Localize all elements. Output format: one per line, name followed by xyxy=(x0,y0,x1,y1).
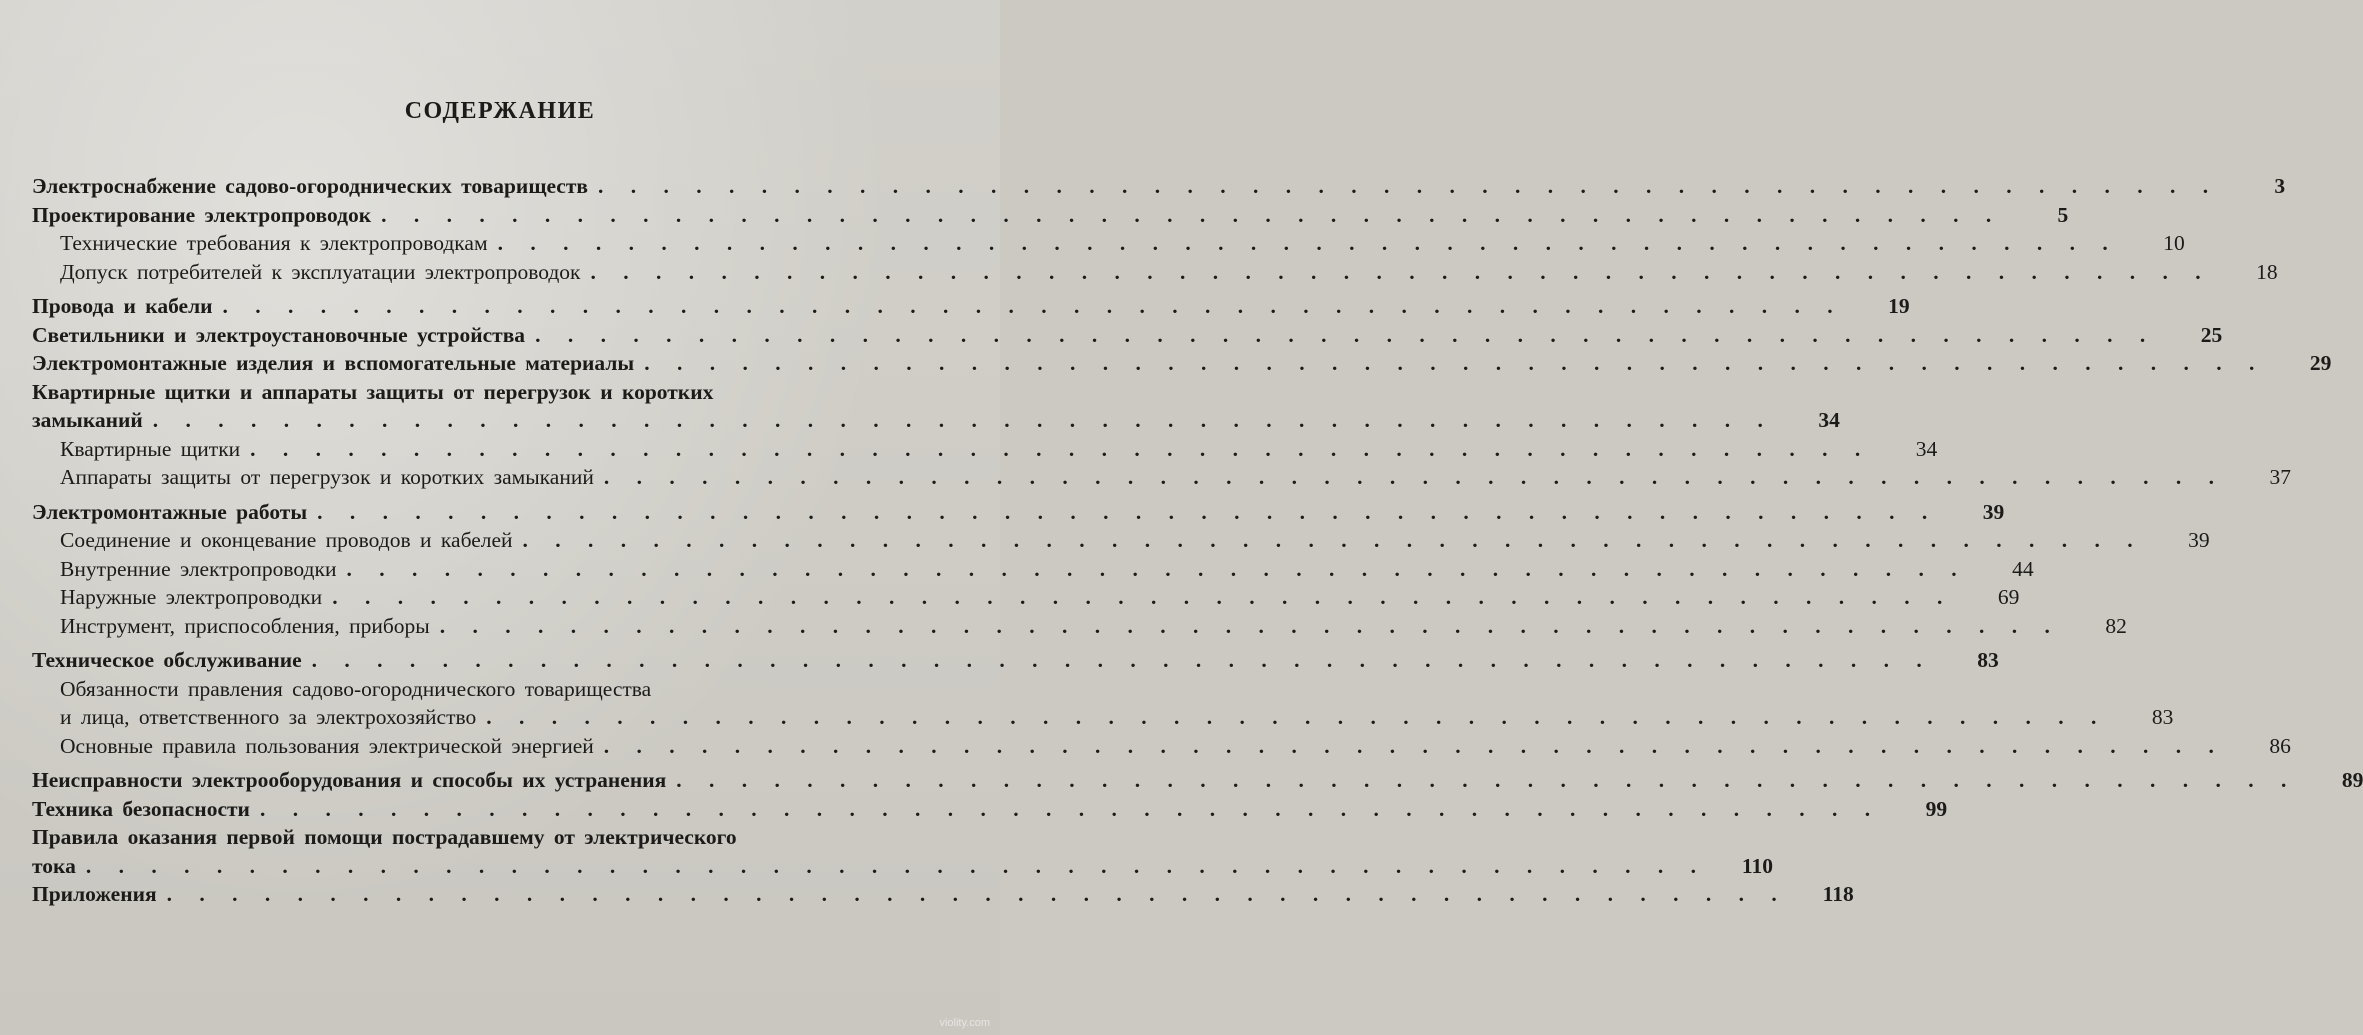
dot-leader: . . . . . . . . . . . . . . . . . . . . . . . . . . . . . . . . . . . . . . . . . . . . . . . . . . xyxy=(317,499,1939,524)
toc-section xyxy=(32,498,2005,527)
toc-section xyxy=(32,292,1910,321)
toc-page-number: 99 xyxy=(1925,796,1948,821)
toc-page-number: 34 xyxy=(1915,436,1938,461)
dot-leader: . . . . . . . . . . . . . . . . . . . . . . . . . . . . . . . . . . . . . . . . . . . . . . . . . . xyxy=(381,202,2003,227)
toc-page-number: 69 xyxy=(1997,585,2020,609)
toc-page-number: 25 xyxy=(2200,322,2223,347)
toc-entry-text: Квартирные щитки xyxy=(60,436,241,461)
toc-entry-text: Электромонтажные работы xyxy=(32,499,308,524)
toc-page-number: 86 xyxy=(2269,733,2291,758)
toc-page-number: 3 xyxy=(2274,174,2286,198)
toc-subsection xyxy=(32,526,2210,555)
dot-leader: . . . . . . . . . . . . . . . . . . . . . . . . . . . . . . . . . . . . . . . . . . . . . . . . . . xyxy=(85,853,1707,878)
toc-page-number: 5 xyxy=(2057,202,2069,227)
toc-subsection xyxy=(32,229,2185,258)
toc-entry-text: Квартирные щитки и аппараты защиты от перегрузок и коротких xyxy=(32,379,714,404)
toc-entry-text: Наружные электропроводки xyxy=(60,585,323,609)
toc-entry-text: Соединение и оконцевание проводов и кабелей xyxy=(60,528,513,552)
toc-page-number: 82 xyxy=(2105,613,2127,638)
toc-entry-text: Светильники и электроустановочные устройства xyxy=(32,322,526,347)
toc-entry-text: Провода и кабели xyxy=(32,294,213,318)
toc-page-number: 83 xyxy=(1977,648,1999,672)
dot-leader: . . . . . . . . . . . . . . . . . . . . . . . . . . . . . . . . . . . . . . . . . . . . . . . . . . xyxy=(222,294,1844,318)
toc-entry-text: и лица, ответственного за электрохозяйство xyxy=(60,705,477,729)
toc-entry-text: Техника безопасности xyxy=(32,796,250,821)
toc-entry-text: Технические требования к электропроводкам xyxy=(60,231,488,255)
dot-leader: . . . . . . . . . . . . . . . . . . . . . . . . . . . . . . . . . . . . . . . . . . . . . . . . . . xyxy=(603,733,2225,758)
toc-page-number: 39 xyxy=(2188,528,2210,552)
toc-page-number: 110 xyxy=(1741,853,1773,878)
dot-leader: . . . . . . . . . . . . . . . . . . . . . . . . . . . . . . . . . . . . . . . . . . . . . . . . . . xyxy=(311,648,1933,672)
toc-section xyxy=(32,321,2223,350)
toc-entry-text: Неисправности электрооборудования и способы их устранения xyxy=(32,768,667,792)
toc-entry-text: Инструмент, приспособления, приборы xyxy=(60,613,430,638)
toc-entry-text: Обязанности правления садово-огороднического товарищества xyxy=(60,676,652,701)
toc-page-number: 37 xyxy=(2269,465,2291,489)
toc-subsection xyxy=(32,732,2291,761)
dot-leader: . . . . . . . . . . . . . . . . . . . . . . . . . . . . . . . . . . . . . . . . . . . . . . . . . . xyxy=(535,322,2157,347)
toc-page-number: 118 xyxy=(1822,882,1854,906)
toc-subsection xyxy=(32,435,1938,464)
toc-page-number: 19 xyxy=(1888,294,1910,318)
dot-leader: . . . . . . . . . . . . . . . . . . . . . . . . . . . . . . . . . . . . . . . . . . . . . . . . . . xyxy=(676,768,2298,792)
dot-leader: . . . . . . . . . . . . . . . . . . . . . . . . . . . . . . . . . . . . . . . . . . . . . . . . . . xyxy=(598,174,2220,198)
dot-leader: . . . . . . . . . . . . . . . . . . . . . . . . . . . . . . . . . . . . . . . . . . . . . . . . . . xyxy=(152,408,1774,432)
toc-subsection xyxy=(32,555,2034,584)
toc-section xyxy=(32,378,1840,435)
toc-entry-text: Аппараты защиты от перегрузок и коротких замыканий xyxy=(60,465,594,489)
toc-entry-text: замыканий xyxy=(32,408,143,432)
toc-subsection xyxy=(32,583,2020,612)
toc-subsection xyxy=(32,258,2278,287)
toc-entry-text: Внутренние электропроводки xyxy=(60,556,337,581)
toc-list xyxy=(32,172,2363,909)
dot-leader: . . . . . . . . . . . . . . . . . . . . . . . . . . . . . . . . . . . . . . . . . . . . . . . . . . xyxy=(590,259,2212,284)
dot-leader: . . . . . . . . . . . . . . . . . . . . . . . . . . . . . . . . . . . . . . . . . . . . . . . . . . xyxy=(603,465,2225,489)
toc-page-number: 44 xyxy=(2012,556,2034,581)
toc-page-number: 10 xyxy=(2163,231,2185,255)
toc-subsection xyxy=(32,612,2127,641)
toc-page-number: 34 xyxy=(1818,408,1840,432)
toc-section xyxy=(32,766,2363,795)
dot-leader: . . . . . . . . . . . . . . . . . . . . . . . . . . . . . . . . . . . . . . . . . . . . . . . . . . xyxy=(332,585,1954,609)
toc-entry-text: Техническое обслуживание xyxy=(32,648,302,672)
toc-entry-text: тока xyxy=(32,853,76,878)
toc-page-number: 89 xyxy=(2341,768,2363,792)
dot-leader: . . . . . . . . . . . . . . . . . . . . . . . . . . . . . . . . . . . . . . . . . . . . . . . . . . xyxy=(166,882,1788,906)
toc-entry-text: Электроснабжение садово-огороднических товариществ xyxy=(32,174,588,198)
toc-page-number: 29 xyxy=(2309,351,2332,375)
dot-leader: . . . . . . . . . . . . . . . . . . . . . . . . . . . . . . . . . . . . . . . . . . . . . . . . . . xyxy=(259,796,1882,821)
watermark: violity.com xyxy=(939,1017,990,1029)
toc-section xyxy=(32,172,2286,201)
toc-section xyxy=(32,646,1999,675)
dot-leader: . . . . . . . . . . . . . . . . . . . . . . . . . . . . . . . . . . . . . . . . . . . . . . . . . . xyxy=(346,556,1968,581)
toc-section xyxy=(32,823,1773,880)
toc-page-number: 39 xyxy=(1982,499,2005,524)
dot-leader: . . . . . . . . . . . . . . . . . . . . . . . . . . . . . . . . . . . . . . . . . . . . . . . . . . xyxy=(522,528,2144,552)
dot-leader: . . . . . . . . . . . . . . . . . . . . . . . . . . . . . . . . . . . . . . . . . . . . . . . . . . xyxy=(439,613,2061,638)
toc-section xyxy=(32,201,2069,230)
toc-entry-text: Правила оказания первой помощи пострадавшему от электрического xyxy=(32,825,737,849)
toc-page-number: 83 xyxy=(2151,705,2174,729)
toc-entry-text: Электромонтажные изделия и вспомогательные материалы xyxy=(32,351,635,375)
dot-leader: . . . . . . . . . . . . . . . . . . . . . . . . . . . . . . . . . . . . . . . . . . . . . . . . . . xyxy=(486,705,2108,729)
toc-section xyxy=(32,795,1948,824)
toc-entry-text: Приложения xyxy=(32,882,157,906)
dot-leader: . . . . . . . . . . . . . . . . . . . . . . . . . . . . . . . . . . . . . . . . . . . . . . . . . . xyxy=(497,231,2119,255)
toc-subsection xyxy=(32,675,2174,732)
toc-title: СОДЕРЖАНИЕ xyxy=(404,98,596,124)
toc-section xyxy=(32,349,2332,378)
toc-entry-text: Основные правила пользования электрической энергией xyxy=(60,733,594,758)
toc-entry-text: Проектирование электропроводок xyxy=(32,202,372,227)
toc-page-number: 18 xyxy=(2256,259,2278,284)
toc-section xyxy=(32,880,1854,909)
toc-entry-text: Допуск потребителей к эксплуатации электропроводок xyxy=(60,259,581,284)
dot-leader: . . . . . . . . . . . . . . . . . . . . . . . . . . . . . . . . . . . . . . . . . . . . . . . . . . xyxy=(250,436,1872,461)
toc-subsection xyxy=(32,463,2291,492)
dot-leader: . . . . . . . . . . . . . . . . . . . . . . . . . . . . . . . . . . . . . . . . . . . . . . . . . . xyxy=(644,351,2266,375)
